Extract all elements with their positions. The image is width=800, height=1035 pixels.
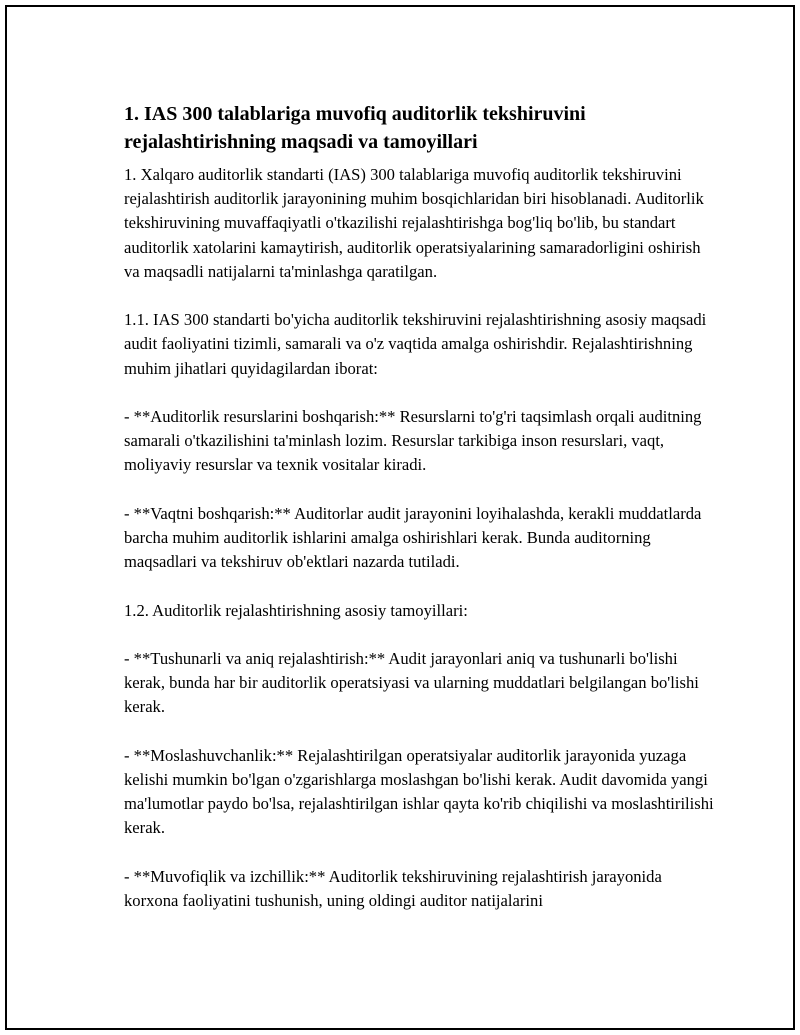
- paragraph-clear-planning: - **Tushunarli va aniq rejalashtirish:** Audit jarayonlari aniq va tushunarli bo'lishi kerak, bunda har bir auditorlik operatsiyasi va ularning muddatlari belgilangan bo'lishi kerak.: [124, 648, 699, 717]
- paragraph-section-1-1: 1.1. IAS 300 standarti bo'yicha auditorlik tekshiruvini rejalashtirishning asosiy maqsadi audit faoliyatini tizimli, samarali va o'z vaqtida amalga oshirishdir. Rejalashtirishning muhim jihatlari quyidagilardan iborat:: [124, 310, 707, 378]
- document-body: [124, 100, 714, 937]
- paragraph-flexibility: - **Moslashuvchanlik:** Rejalashtirilgan operatsiyalar auditorlik jarayonida yuzaga kelishi mumkin bo'lgan o'zgarishlarga moslashgan bo'lishi kerak. Audit davomida yangi ma'lumotlar paydo bo'lsa, rejalashtirilgan ishlar qayta ko'rib chiqilishi va moslashtirilishi kerak.: [124, 745, 714, 838]
- paragraph-time-management: - **Vaqtni boshqarish:** Auditorlar audit jarayonini loyihalashda, kerakli muddatlarda barcha muhim auditorlik ishlarini amalga oshirishlari kerak. Bunda auditorning maqsadlari va tekshiruv ob'ektlari nazarda tutiladi.: [124, 503, 702, 572]
- paragraph-consistency: - **Muvofiqlik va izchillik:** Auditorlik tekshiruvining rejalashtirish jarayonida korxona faoliyatini tushunish, uning oldingi auditor natijalarini: [124, 866, 662, 910]
- paragraph-section-1-2: 1.2. Auditorlik rejalashtirishning asosiy tamoyillari:: [124, 600, 468, 620]
- paragraph-resource-management: - **Auditorlik resurslarini boshqarish:** Resurslarni to'g'ri taqsimlash orqali auditning samarali o'tkazilishini ta'minlash lozim. Resurslar tarkibiga inson resurslari, vaqt, moliyaviy resurslar va texnik vositalar kiradi.: [124, 407, 702, 475]
- paragraph-intro: 1. Xalqaro auditorlik standarti (IAS) 300 talablariga muvofiq auditorlik tekshiruvini rejalashtirish auditorlik jarayonining muhim bosqichlaridan biri hisoblanadi. Auditorlik tekshiruvining muvaffaqiyatli o'tkazilishi rejalashtirishga bog'liq bo'lib, bu standart auditorlik xatolarini kamaytirish, auditorlik operatsiyalarining samaradorligini oshirish va maqsadli natijalarni ta'minlashga qaratilgan.: [124, 165, 704, 281]
- document-title: 1. IAS 300 talablariga muvofiq auditorlik tekshiruvini rejalashtirishning maqsadi va tamoyillari: [124, 103, 586, 153]
- page-frame: [5, 5, 795, 1030]
